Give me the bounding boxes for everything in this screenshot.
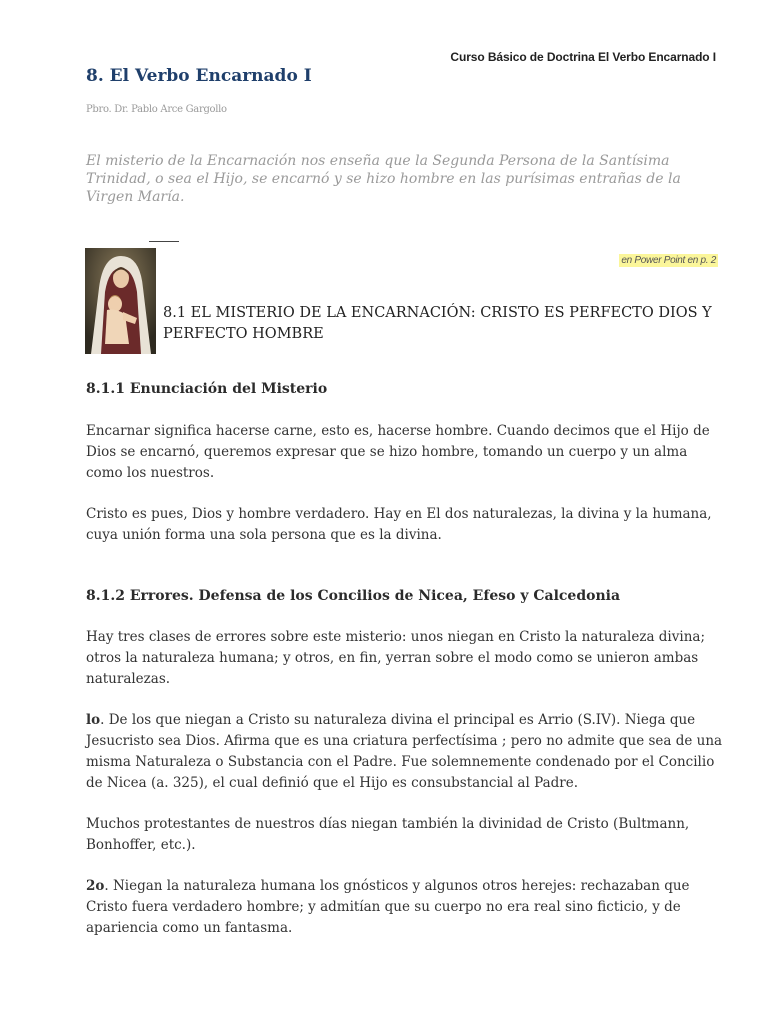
author-line: Pbro. Dr. Pablo Arce Gargollo (86, 104, 227, 115)
item-text: . De los que niegan a Cristo su naturaleza divina el principal es Arrio (S.IV). Niega que Jesucristo sea Dios. Afirma que es una criatura perfectísima ; pero no admite que sea de una misma Naturaleza o Substancia con el Padre. Fue solemnemente condenado por el Concilio de Nicea (a. 325), el cual definió que el Hijo es consubstancial al Padre. (86, 712, 723, 791)
paragraph: Muchos protestantes de nuestros días niegan también la divinidad de Cristo (Bultmann, Bonhoffer, etc.). (86, 816, 690, 853)
abstract: El misterio de la Encarnación nos enseña que la Segunda Persona de la Santísima Trinidad, o sea el Hijo, se encarnó y se hizo hombre en las purísimas entrañas de la Virgen María. (86, 153, 681, 205)
divider (149, 241, 179, 242)
paragraph-item-2 (86, 876, 726, 939)
running-header: Curso Básico de Doctrina El Verbo Encarnado I (450, 50, 716, 64)
section-heading: 8.1 EL MISTERIO DE LA ENCARNACIÓN: CRISTO ES PERFECTO DIOS Y PERFECTO HOMBRE (163, 305, 712, 342)
item-number: 2o (86, 878, 105, 894)
item-text: . Niegan la naturaleza humana los gnósticos y algunos otros herejes: rechazaban que Cristo fuera verdadero hombre; y admitían que su cuerpo no era real sino ficticio, y de apariencia como un fantasma. (86, 878, 690, 936)
paragraph-item-1 (86, 710, 726, 794)
paragraph: Encarnar significa hacerse carne, esto es, hacerse hombre. Cuando decimos que el Hijo de Dios se encarnó, queremos expresar que se hizo hombre, tomando un cuerpo y un alma como los nuestros. (86, 423, 710, 481)
powerpoint-note[interactable]: en Power Point en p. 2 (621, 255, 716, 266)
paragraph: Cristo es pues, Dios y hombre verdadero. Hay en El dos naturalezas, la divina y la humana, cuya unión forma una sola persona que es la divina. (86, 506, 712, 543)
chapter-title: 8. El Verbo Encarnado I (86, 66, 312, 86)
madonna-and-child-painting-icon (85, 248, 156, 354)
subsection-heading: 8.1.2 Errores. Defensa de los Concilios de Nicea, Efeso y Calcedonia (86, 588, 621, 604)
subsection-heading: 8.1.1 Enunciación del Misterio (86, 381, 328, 397)
item-number: lo (86, 712, 101, 728)
paragraph: Hay tres clases de errores sobre este misterio: unos niegan en Cristo la naturaleza divina; otros la naturaleza humana; y otros, en fin, yerran sobre el modo como se unieron ambas naturalezas. (86, 629, 705, 687)
